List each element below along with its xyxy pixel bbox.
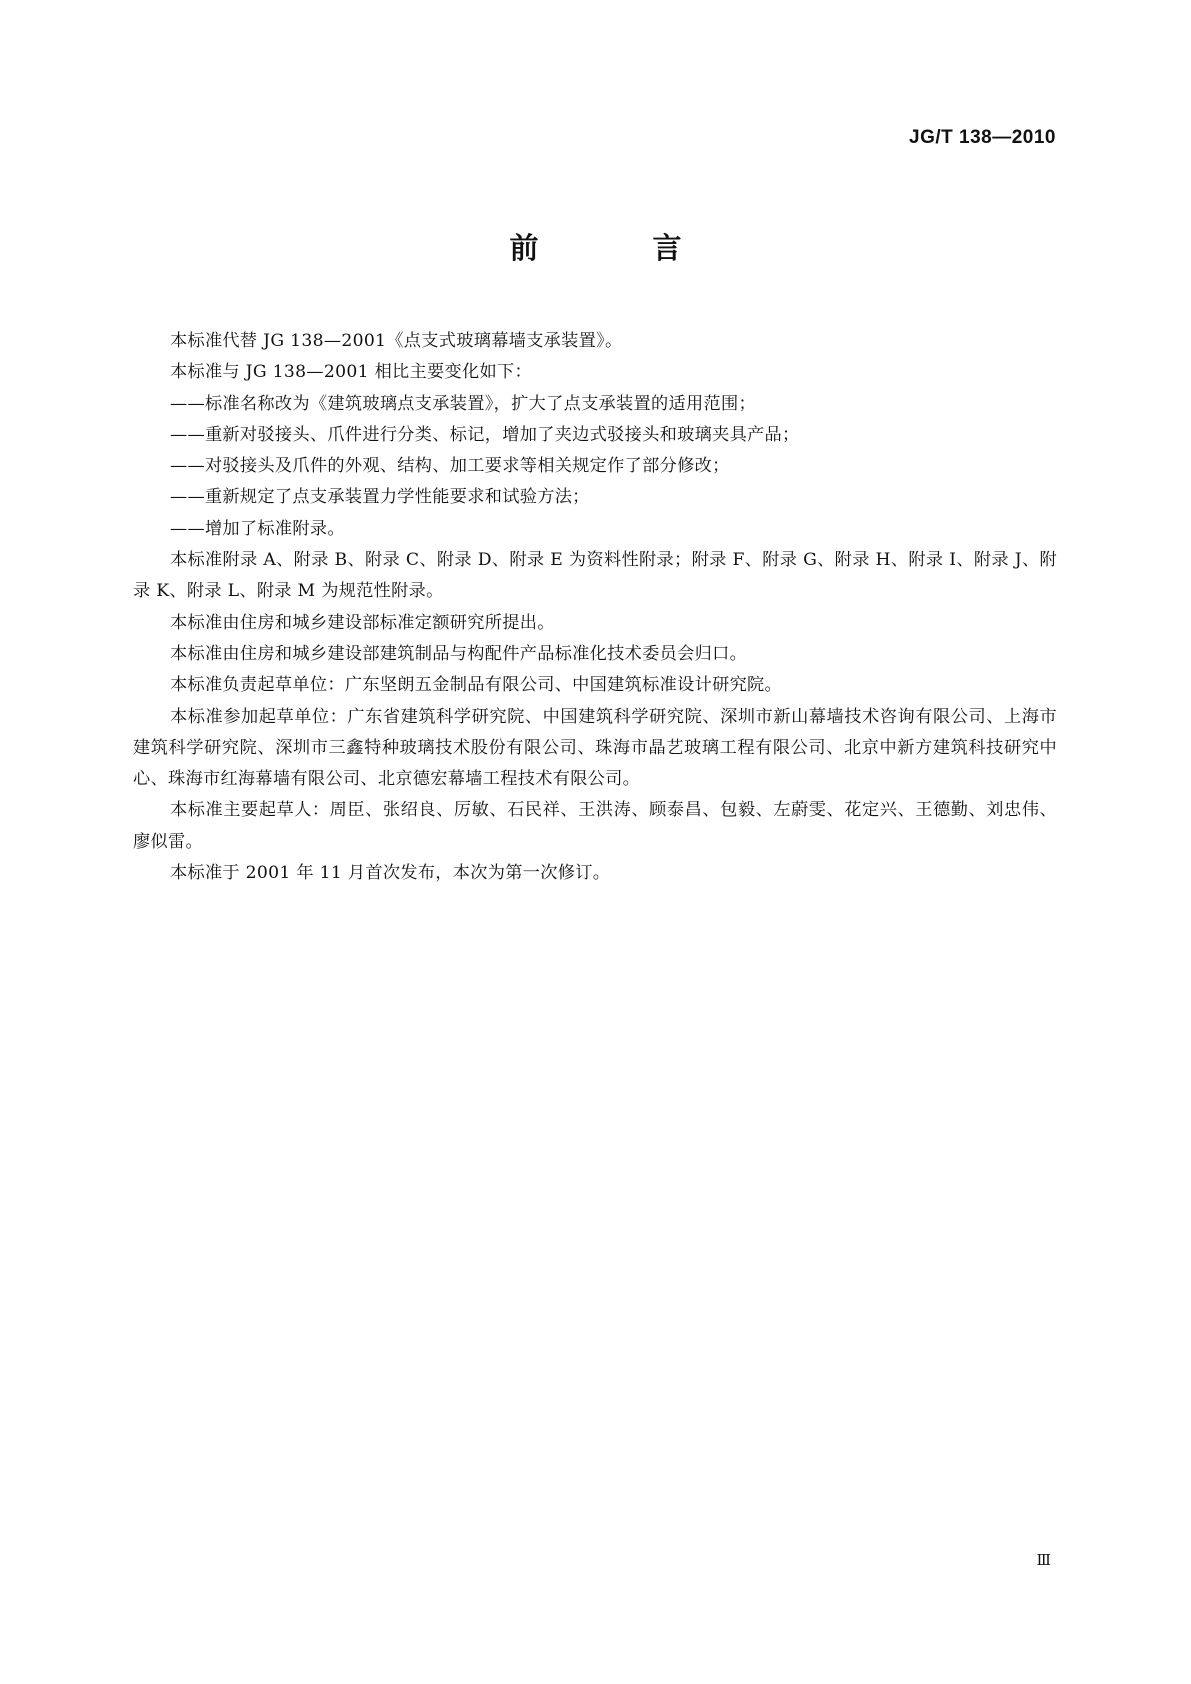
paragraph-changes-intro: 本标准与 JG 138—2001 相比主要变化如下： <box>169 362 532 383</box>
paragraph-committee: 本标准由住房和城乡建设部建筑制品与构配件产品标准化技术委员会归口。 <box>169 643 748 664</box>
change-item: ——增加了标准附录。 <box>169 518 345 539</box>
paragraph-participating-drafters: 本标准参加起草单位：广东省建筑科学研究院、中国建筑科学研究院、深圳市新山幕墙技术咨询有限公司、上海市建筑科学研究院、深圳市三鑫特种玻璃技术股份有限公司、珠海市晶艺玻璃工程有限公司、北京中新方建筑科技研究中心、珠海市红海幕墙有限公司、北京德宏幕墙工程技术有限公司。 <box>133 706 1057 790</box>
standard-code: JG/T 138—2010 <box>909 127 1056 148</box>
paragraph-replaces: 本标准代替 JG 138—2001《点支式玻璃幕墙支承装置》。 <box>169 331 623 351</box>
page-number: Ⅲ <box>1036 1551 1051 1569</box>
paragraph-main-authors: 本标准主要起草人：周臣、张绍良、厉敏、石民祥、王洪涛、顾泰昌、包毅、左蔚雯、花定兴、王德勤、刘忠伟、廖似雷。 <box>133 800 1057 852</box>
paragraph-lead-drafters: 本标准负责起草单位：广东坚朗五金制品有限公司、中国建筑标准设计研究院。 <box>169 675 783 696</box>
foreword-body <box>133 326 1057 889</box>
change-item: ——标准名称改为《建筑玻璃点支承装置》，扩大了点支承装置的适用范围； <box>169 393 756 414</box>
change-item: ——对驳接头及爪件的外观、结构、加工要求等相关规定作了部分修改； <box>169 456 730 477</box>
change-item: ——重新对驳接头、爪件进行分类、标记，增加了夹边式驳接头和玻璃夹具产品； <box>169 424 800 445</box>
paragraph-revision-history: 本标准于 2001 年 11 月首次发布，本次为第一次修订。 <box>169 863 611 884</box>
change-item: ——重新规定了点支承装置力学性能要求和试验方法； <box>169 487 590 508</box>
page-title: 前 言 <box>509 231 734 265</box>
paragraph-annexes: 本标准附录 A、附录 B、附录 C、附录 D、附录 E 为资料性附录；附录 F、附录 G、附录 H、附录 I、附录 J、附录 K、附录 L、附录 M 为规范性附录。 <box>133 550 1057 602</box>
paragraph-proposer: 本标准由住房和城乡建设部标准定额研究所提出。 <box>169 612 555 633</box>
